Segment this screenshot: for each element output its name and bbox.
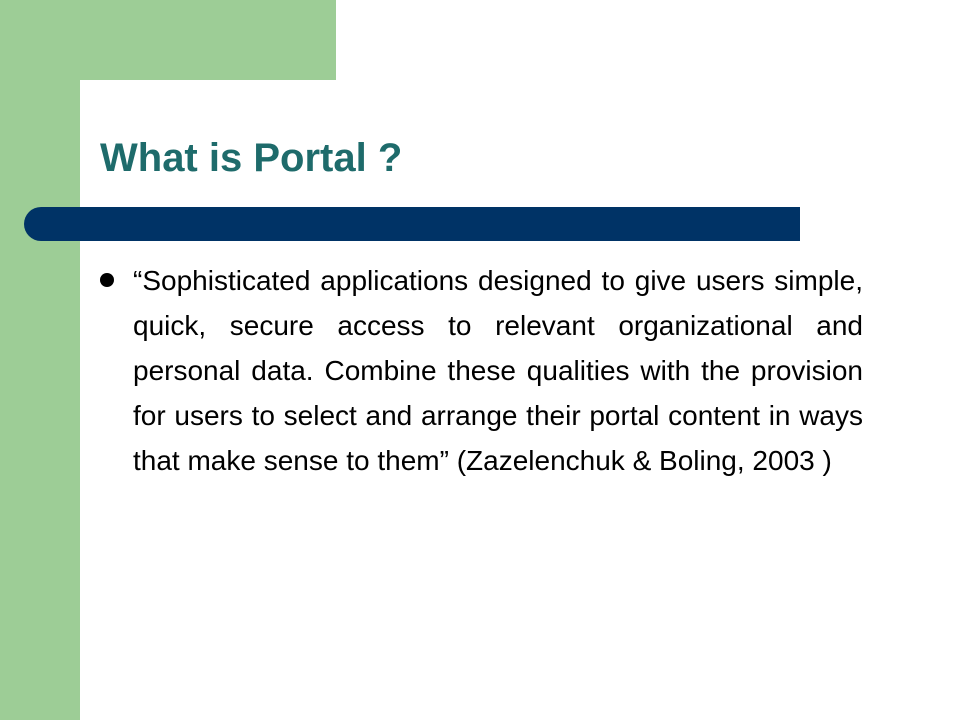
bullet-text: “Sophisticated applications designed to give users simple, quick, secure access to relevant organizational and personal data. Combine these qualities with the provision for users to select and arrange their portal content in ways that make sense to them” (Zazelenchuk & Boling, 2003 ) [133,265,863,476]
title-underline-bar [24,207,800,241]
bullet-dot-icon [100,273,114,287]
green-top-band [0,0,336,80]
green-side-band [0,0,80,720]
slide-title: What is Portal ? [100,136,403,180]
rounded-corner [80,80,128,128]
